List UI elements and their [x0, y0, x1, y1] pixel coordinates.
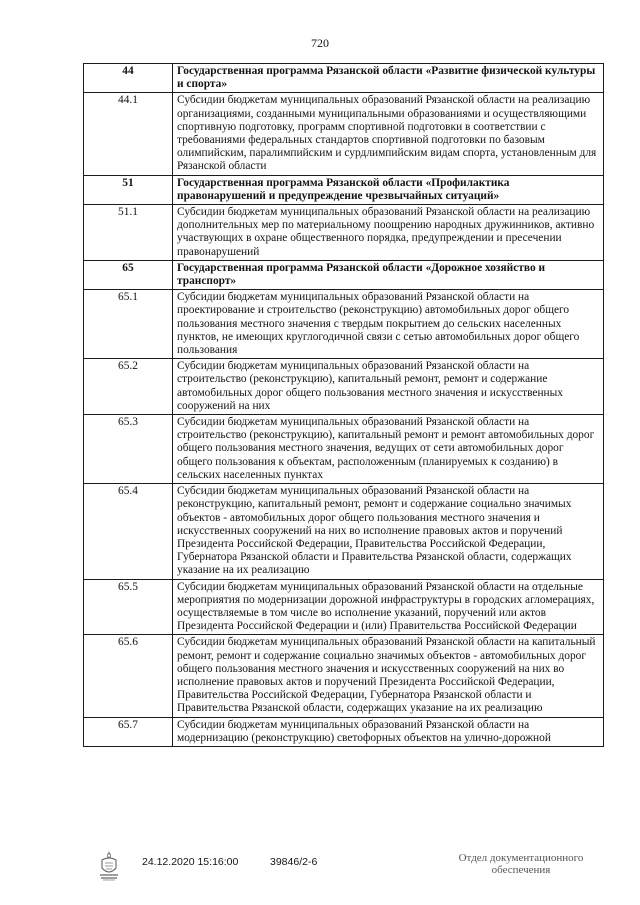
subsidy-row — [84, 205, 604, 261]
stamp-timestamp: 24.12.2020 15:16:00 — [142, 856, 239, 868]
subsidy-description: Субсидии бюджетам муниципальных образований Рязанской области на реализацию дополнительных мер по материальному поощрению народных дружинников, активно участвующих в охране общественного порядка, предупреждении и пресечении правонарушений — [173, 205, 604, 261]
program-row — [84, 175, 604, 204]
row-number: 65.2 — [84, 359, 173, 415]
subsidy-description: Субсидии бюджетам муниципальных образований Рязанской области на строительство (реконструкцию), капитальный ремонт и ремонт автомобильных дорог общего пользования местного значения, ведущих от сети автомобильных дорог общего пользования к объектам, расположенным (планируемых к созданию) в сельских населенных пунктах — [173, 415, 604, 484]
row-number: 65.1 — [84, 290, 173, 359]
subsidy-row — [84, 717, 604, 746]
subsidy-description: Субсидии бюджетам муниципальных образований Рязанской области на реконструкцию, капитальный ремонт, ремонт и содержание социально значимых объектов - автомобильных дорог общего пользования местного значения и искусственных сооружений на них во исполнение правовых актов и поручений Президента Российской Федерации, Правительства Российской Федерации, Губернатора Рязанской области и Правительства Рязанской области, содержащих указание на их реализацию — [173, 484, 604, 579]
subsidy-row — [84, 635, 604, 717]
table-body — [84, 64, 604, 747]
page-number: 720 — [311, 36, 329, 50]
row-number: 65.6 — [84, 635, 173, 717]
row-number: 44.1 — [84, 93, 173, 175]
row-number: 65.4 — [84, 484, 173, 579]
row-number: 65.7 — [84, 717, 173, 746]
coat-of-arms-icon — [98, 850, 120, 882]
row-number: 65.3 — [84, 415, 173, 484]
subsidies-table — [83, 63, 604, 747]
row-number: 65.5 — [84, 579, 173, 635]
subsidy-description: Субсидии бюджетам муниципальных образований Рязанской области на отдельные мероприятия по модернизации дорожной инфраструктуры в городских агломерациях, осуществляемые в том числе во исполнение указаний, поручений или актов Президента Российской Федерации и (или) Правительства Российской Федерации — [173, 579, 604, 635]
department-line-2: обеспечения — [491, 864, 551, 876]
program-title: Государственная программа Рязанской области «Профилактика правонарушений и предупреждение чрезвычайных ситуаций» — [173, 175, 604, 204]
subsidy-row — [84, 359, 604, 415]
subsidy-description: Субсидии бюджетам муниципальных образований Рязанской области на проектирование и строительство (реконструкцию) автомобильных дорог общего пользования местного значения с твердым покрытием до сельских населенных пунктов, не имеющих круглогодичной связи с сетью автомобильных дорог общего пользования — [173, 290, 604, 359]
stamp-document-code: 39846/2-6 — [270, 856, 318, 868]
row-number: 51 — [84, 175, 173, 204]
subsidy-description: Субсидии бюджетам муниципальных образований Рязанской области на модернизацию (реконструкцию) светофорных объектов на улично-дорожной — [173, 717, 604, 746]
subsidy-row — [84, 579, 604, 635]
row-number: 65 — [84, 260, 173, 289]
subsidy-row — [84, 93, 604, 175]
department-stamp — [436, 852, 606, 876]
program-title: Государственная программа Рязанской области «Развитие физической культуры и спорта» — [173, 64, 604, 93]
row-number: 51.1 — [84, 205, 173, 261]
footer — [0, 848, 640, 898]
program-row — [84, 64, 604, 93]
subsidy-description: Субсидии бюджетам муниципальных образований Рязанской области на реализацию организациями, созданными муниципальными образованиями и осуществляющими спортивную подготовку, программ спортивной подготовки в соответствии с требованиями федеральных стандартов спортивной подготовки по базовым олимпийским, паралимпийским и сурдлимпийским видам спорта, установленным для Рязанской области — [173, 93, 604, 175]
subsidy-row — [84, 415, 604, 484]
subsidy-description: Субсидии бюджетам муниципальных образований Рязанской области на строительство (реконструкцию), капитальный ремонт, ремонт и содержание автомобильных дорог общего пользования местного значения и искусственных сооружений на них — [173, 359, 604, 415]
program-title: Государственная программа Рязанской области «Дорожное хозяйство и транспорт» — [173, 260, 604, 289]
program-row — [84, 260, 604, 289]
subsidy-description: Субсидии бюджетам муниципальных образований Рязанской области на капитальный ремонт, ремонт и содержание социально значимых объектов - автомобильных дорог общего пользования местного значения и искусственных сооружений на них во исполнение правовых актов и поручений Президента Российской Федерации, Правительства Российской Федерации, Губернатора Рязанской области и Правительства Рязанской области, содержащих указание на их реализацию — [173, 635, 604, 717]
subsidy-row — [84, 290, 604, 359]
subsidy-row — [84, 484, 604, 579]
department-line-1: Отдел документационного — [458, 852, 584, 864]
row-number: 44 — [84, 64, 173, 93]
